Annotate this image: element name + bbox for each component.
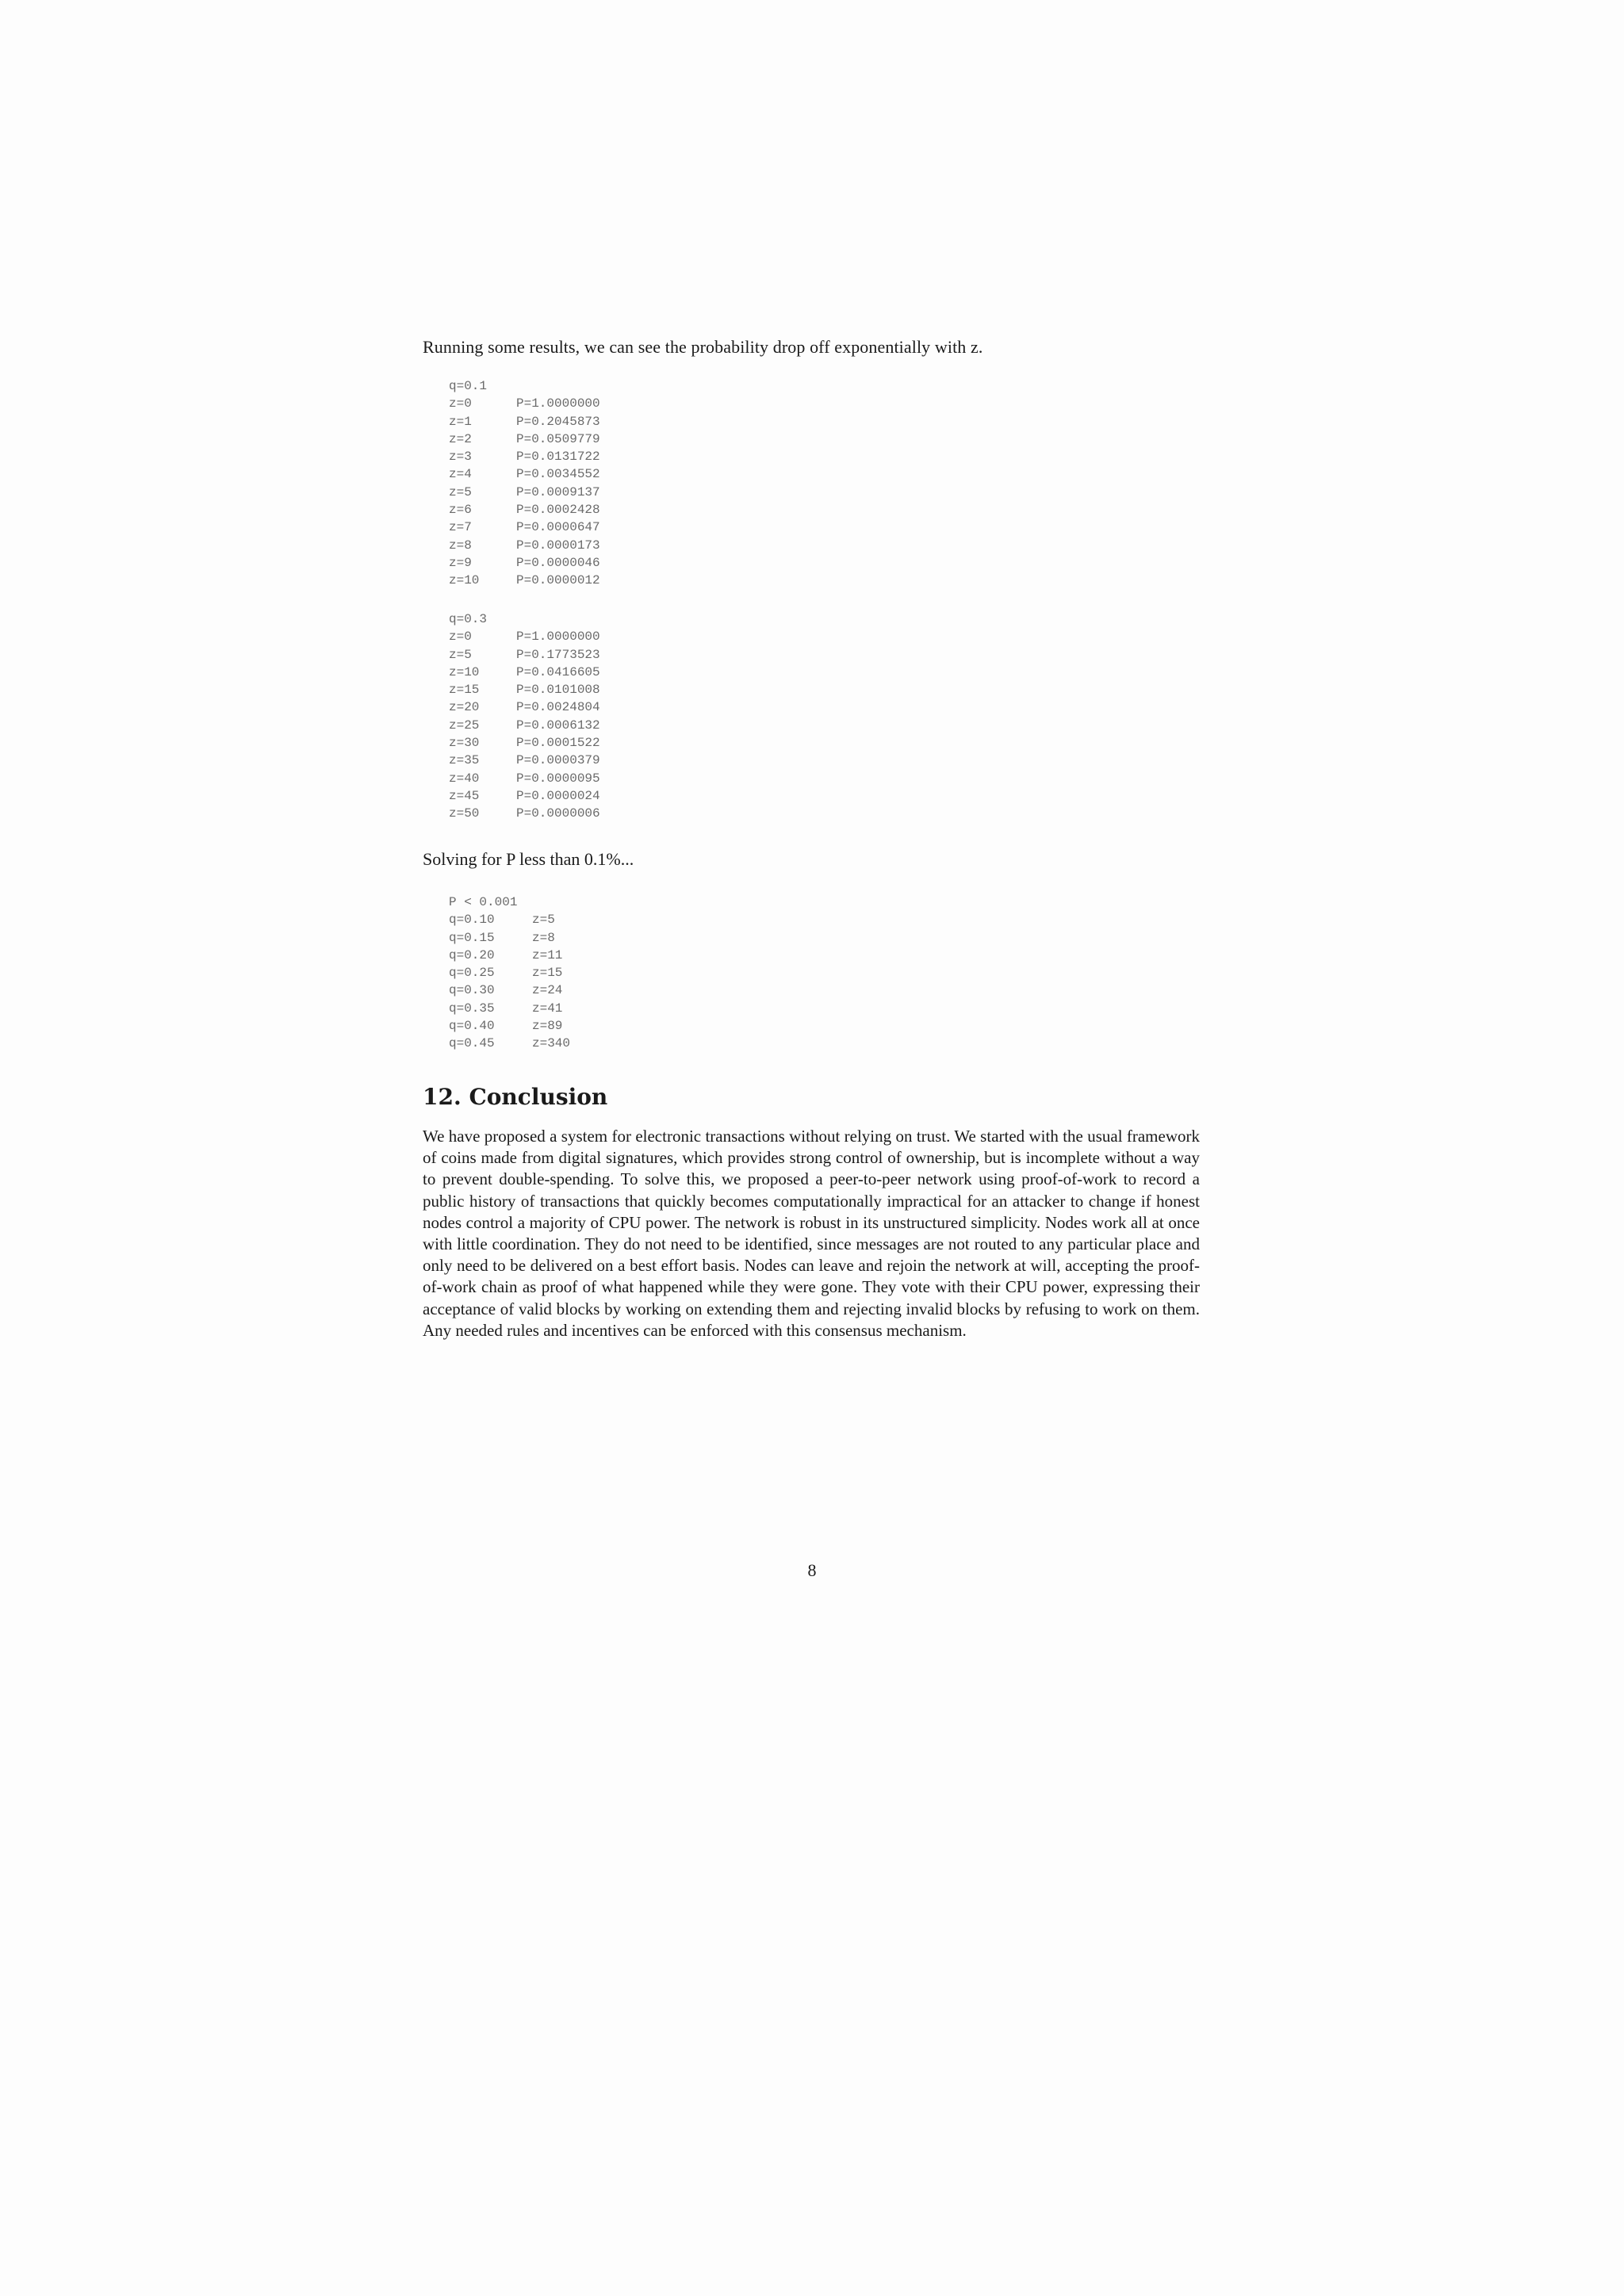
page-number: 8 (807, 1560, 817, 1580)
table-row: z=10 P=0.0000012 (449, 573, 600, 588)
table-row: z=7 P=0.0000647 (449, 520, 600, 535)
table-row: z=0 P=1.0000000 (449, 629, 600, 645)
table-row: z=0 P=1.0000000 (449, 396, 600, 411)
table-row: z=1 P=0.2045873 (449, 414, 600, 429)
table-row: z=45 P=0.0000024 (449, 788, 600, 803)
table-row: z=9 P=0.0000046 (449, 555, 600, 570)
table-row: q=0.25 z=15 (449, 966, 563, 981)
table-row: z=50 P=0.0000006 (449, 806, 600, 821)
table-row: q=0.30 z=24 (449, 983, 563, 998)
threshold-table (449, 894, 570, 1053)
table-row: z=2 P=0.0509779 (449, 431, 600, 446)
table-row: q=0.40 z=89 (449, 1019, 563, 1034)
table-row: z=20 P=0.0024804 (449, 700, 600, 715)
intro-paragraph: Running some results, we can see the probability drop off exponentially with z. (423, 337, 983, 357)
threshold-header: P < 0.001 (449, 895, 518, 909)
table-row: z=30 P=0.0001522 (449, 736, 600, 751)
table-row: z=5 P=0.1773523 (449, 647, 600, 662)
table-row: q=0.10 z=5 (449, 913, 555, 928)
table-row: z=4 P=0.0034552 (449, 467, 600, 482)
table-row: z=6 P=0.0002428 (449, 503, 600, 518)
table-row: q=0.15 z=8 (449, 930, 555, 945)
results-table-q01 (449, 377, 600, 590)
results-header: q=0.1 (449, 379, 488, 393)
table-row: z=3 P=0.0131722 (449, 450, 600, 465)
table-row: z=40 P=0.0000095 (449, 771, 600, 786)
table-row: z=5 P=0.0009137 (449, 484, 600, 499)
table-row: q=0.35 z=41 (449, 1001, 563, 1016)
conclusion-paragraph: We have proposed a system for electronic transactions without relying on trust. We started with the usual framework of coins made from digital signatures, which provides strong control of ownership, but is incomplete without a way to prevent double-spending. To solve this, we proposed a peer-to-peer network using proof-of-work to record a public history of transactions that quickly becomes computationally impractical for an attacker to change if honest nodes control a majority of CPU power. The network is robust in its unstructured simplicity. Nodes work all at once with little coordination. They do not need to be identified, since messages are not routed to any particular place and only need to be delivered on a best effort basis. Nodes can leave and rejoin the network at will, accepting the proof-of-work chain as proof of what happened while they were gone. They vote with their CPU power, expressing their acceptance of valid blocks by working on extending them and rejecting invalid blocks by refusing to work on them. Any needed rules and incentives can be enforced with this consensus mechanism. (423, 1127, 1200, 1340)
table-row: q=0.45 z=340 (449, 1036, 571, 1051)
table-row: z=35 P=0.0000379 (449, 753, 600, 768)
solving-paragraph: Solving for P less than 0.1%... (423, 849, 634, 869)
table-row: z=15 P=0.0101008 (449, 683, 600, 698)
results-header: q=0.3 (449, 612, 488, 626)
results-table-q03 (449, 610, 600, 823)
table-row: q=0.20 z=11 (449, 947, 563, 962)
table-row: z=8 P=0.0000173 (449, 538, 600, 553)
section-heading: 12. Conclusion (423, 1084, 608, 1110)
table-row: z=25 P=0.0006132 (449, 718, 600, 733)
table-row: z=10 P=0.0416605 (449, 664, 600, 679)
